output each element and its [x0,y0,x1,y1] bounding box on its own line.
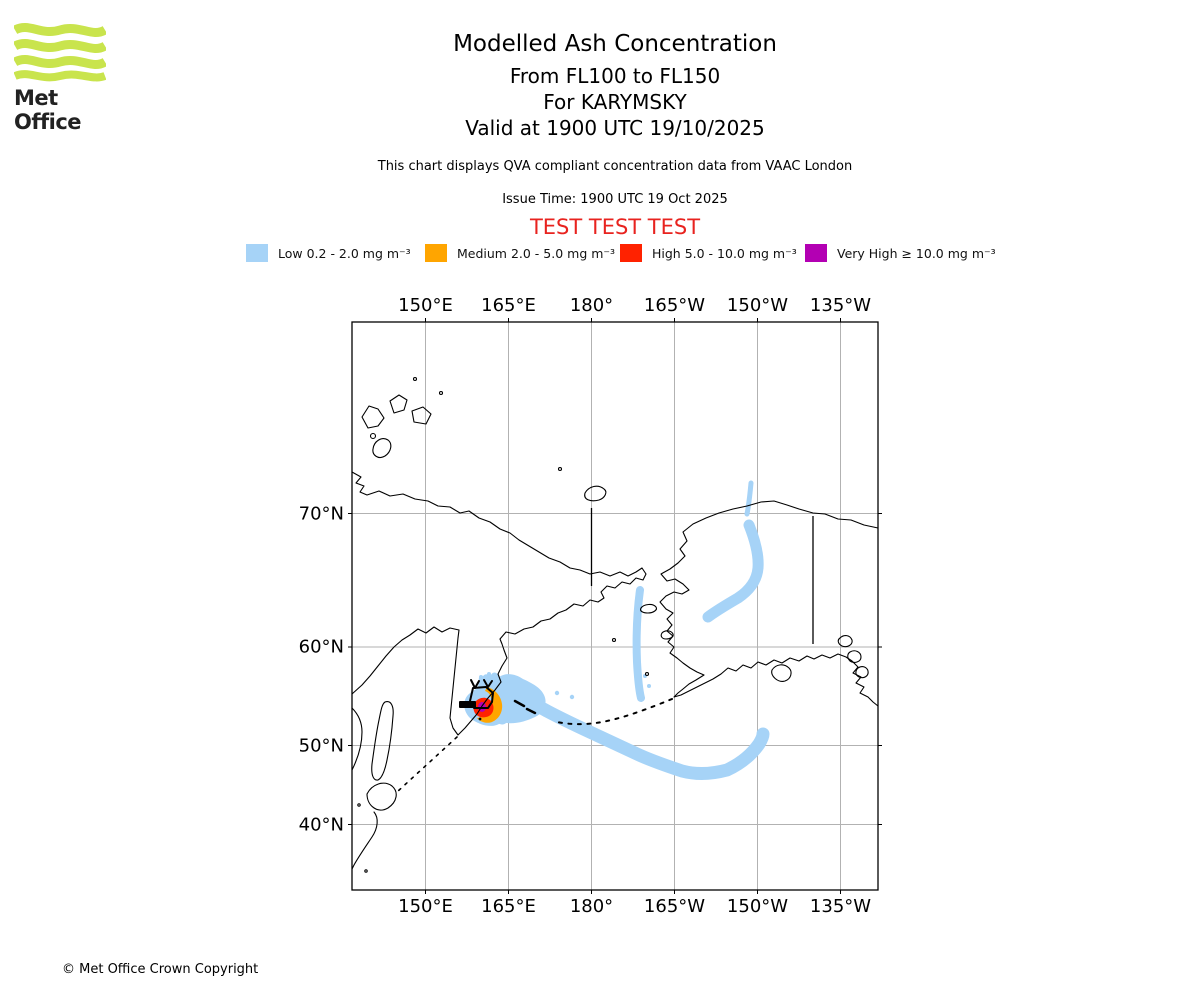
lat-label: 60°N [298,636,344,658]
volcano-symbol-bar [460,702,475,707]
ash-map [298,295,878,917]
lon-label-top: 150°E [398,295,453,316]
legend-swatch-low [246,244,268,262]
lon-label-top: 180° [569,295,614,316]
lon-label-bottom: 150°E [398,896,453,917]
grid-lines [352,322,878,890]
lat-label: 70°N [298,503,344,524]
lon-label-bottom: 135°W [809,896,872,917]
lon-label-top: 135°W [809,295,872,316]
legend-label-high: High 5.0 - 10.0 mg m⁻³ [652,245,797,261]
legend-swatch-very-high [805,244,827,262]
lat-label: 50°N [298,735,344,756]
lon-label-bottom: 150°W [726,896,789,917]
lon-label-top: 150°W [726,295,789,316]
lon-label-top: 165°W [643,295,706,316]
legend-item-very-high [805,243,996,263]
legend-item-low [246,243,411,263]
legend-label-medium: Medium 2.0 - 5.0 mg m⁻³ [457,245,616,261]
legend-label-very-high: Very High ≥ 10.0 mg m⁻³ [837,245,996,261]
issue-time: Issue Time: 1900 UTC 19 Oct 2025 [502,192,728,207]
plume-low-bands [480,483,763,774]
test-banner: TEST TEST TEST [529,215,701,239]
coastlines [352,378,878,873]
lon-label-bottom: 165°E [481,896,536,917]
copyright-notice: © Met Office Crown Copyright [62,962,259,977]
page-title: Modelled Ash Concentration [453,31,777,57]
subtitle-volcano: For KARYMSKY [543,90,687,114]
lon-label-bottom: 180° [569,896,614,917]
chart-description: This chart displays QVA compliant concentration data from VAAC London [377,159,853,174]
map-frame [352,322,878,890]
lon-label-bottom: 165°W [643,896,706,917]
subtitle-valid-time: Valid at 1900 UTC 19/10/2025 [465,116,765,140]
map-canvas [352,322,878,890]
lat-label: 40°N [298,814,344,835]
subtitle-flight-levels: From FL100 to FL150 [509,64,721,88]
legend-swatch-high [620,244,642,262]
axis-ticks [348,318,882,894]
legend-swatch-medium [425,244,447,262]
lon-label-top: 165°E [481,295,536,316]
boundary-lines [592,508,814,644]
legend-item-high [620,243,797,263]
legend-item-medium [425,243,615,263]
legend-label-low: Low 0.2 - 2.0 mg m⁻³ [278,245,411,261]
logo-wordmark: Met Office [14,86,82,134]
